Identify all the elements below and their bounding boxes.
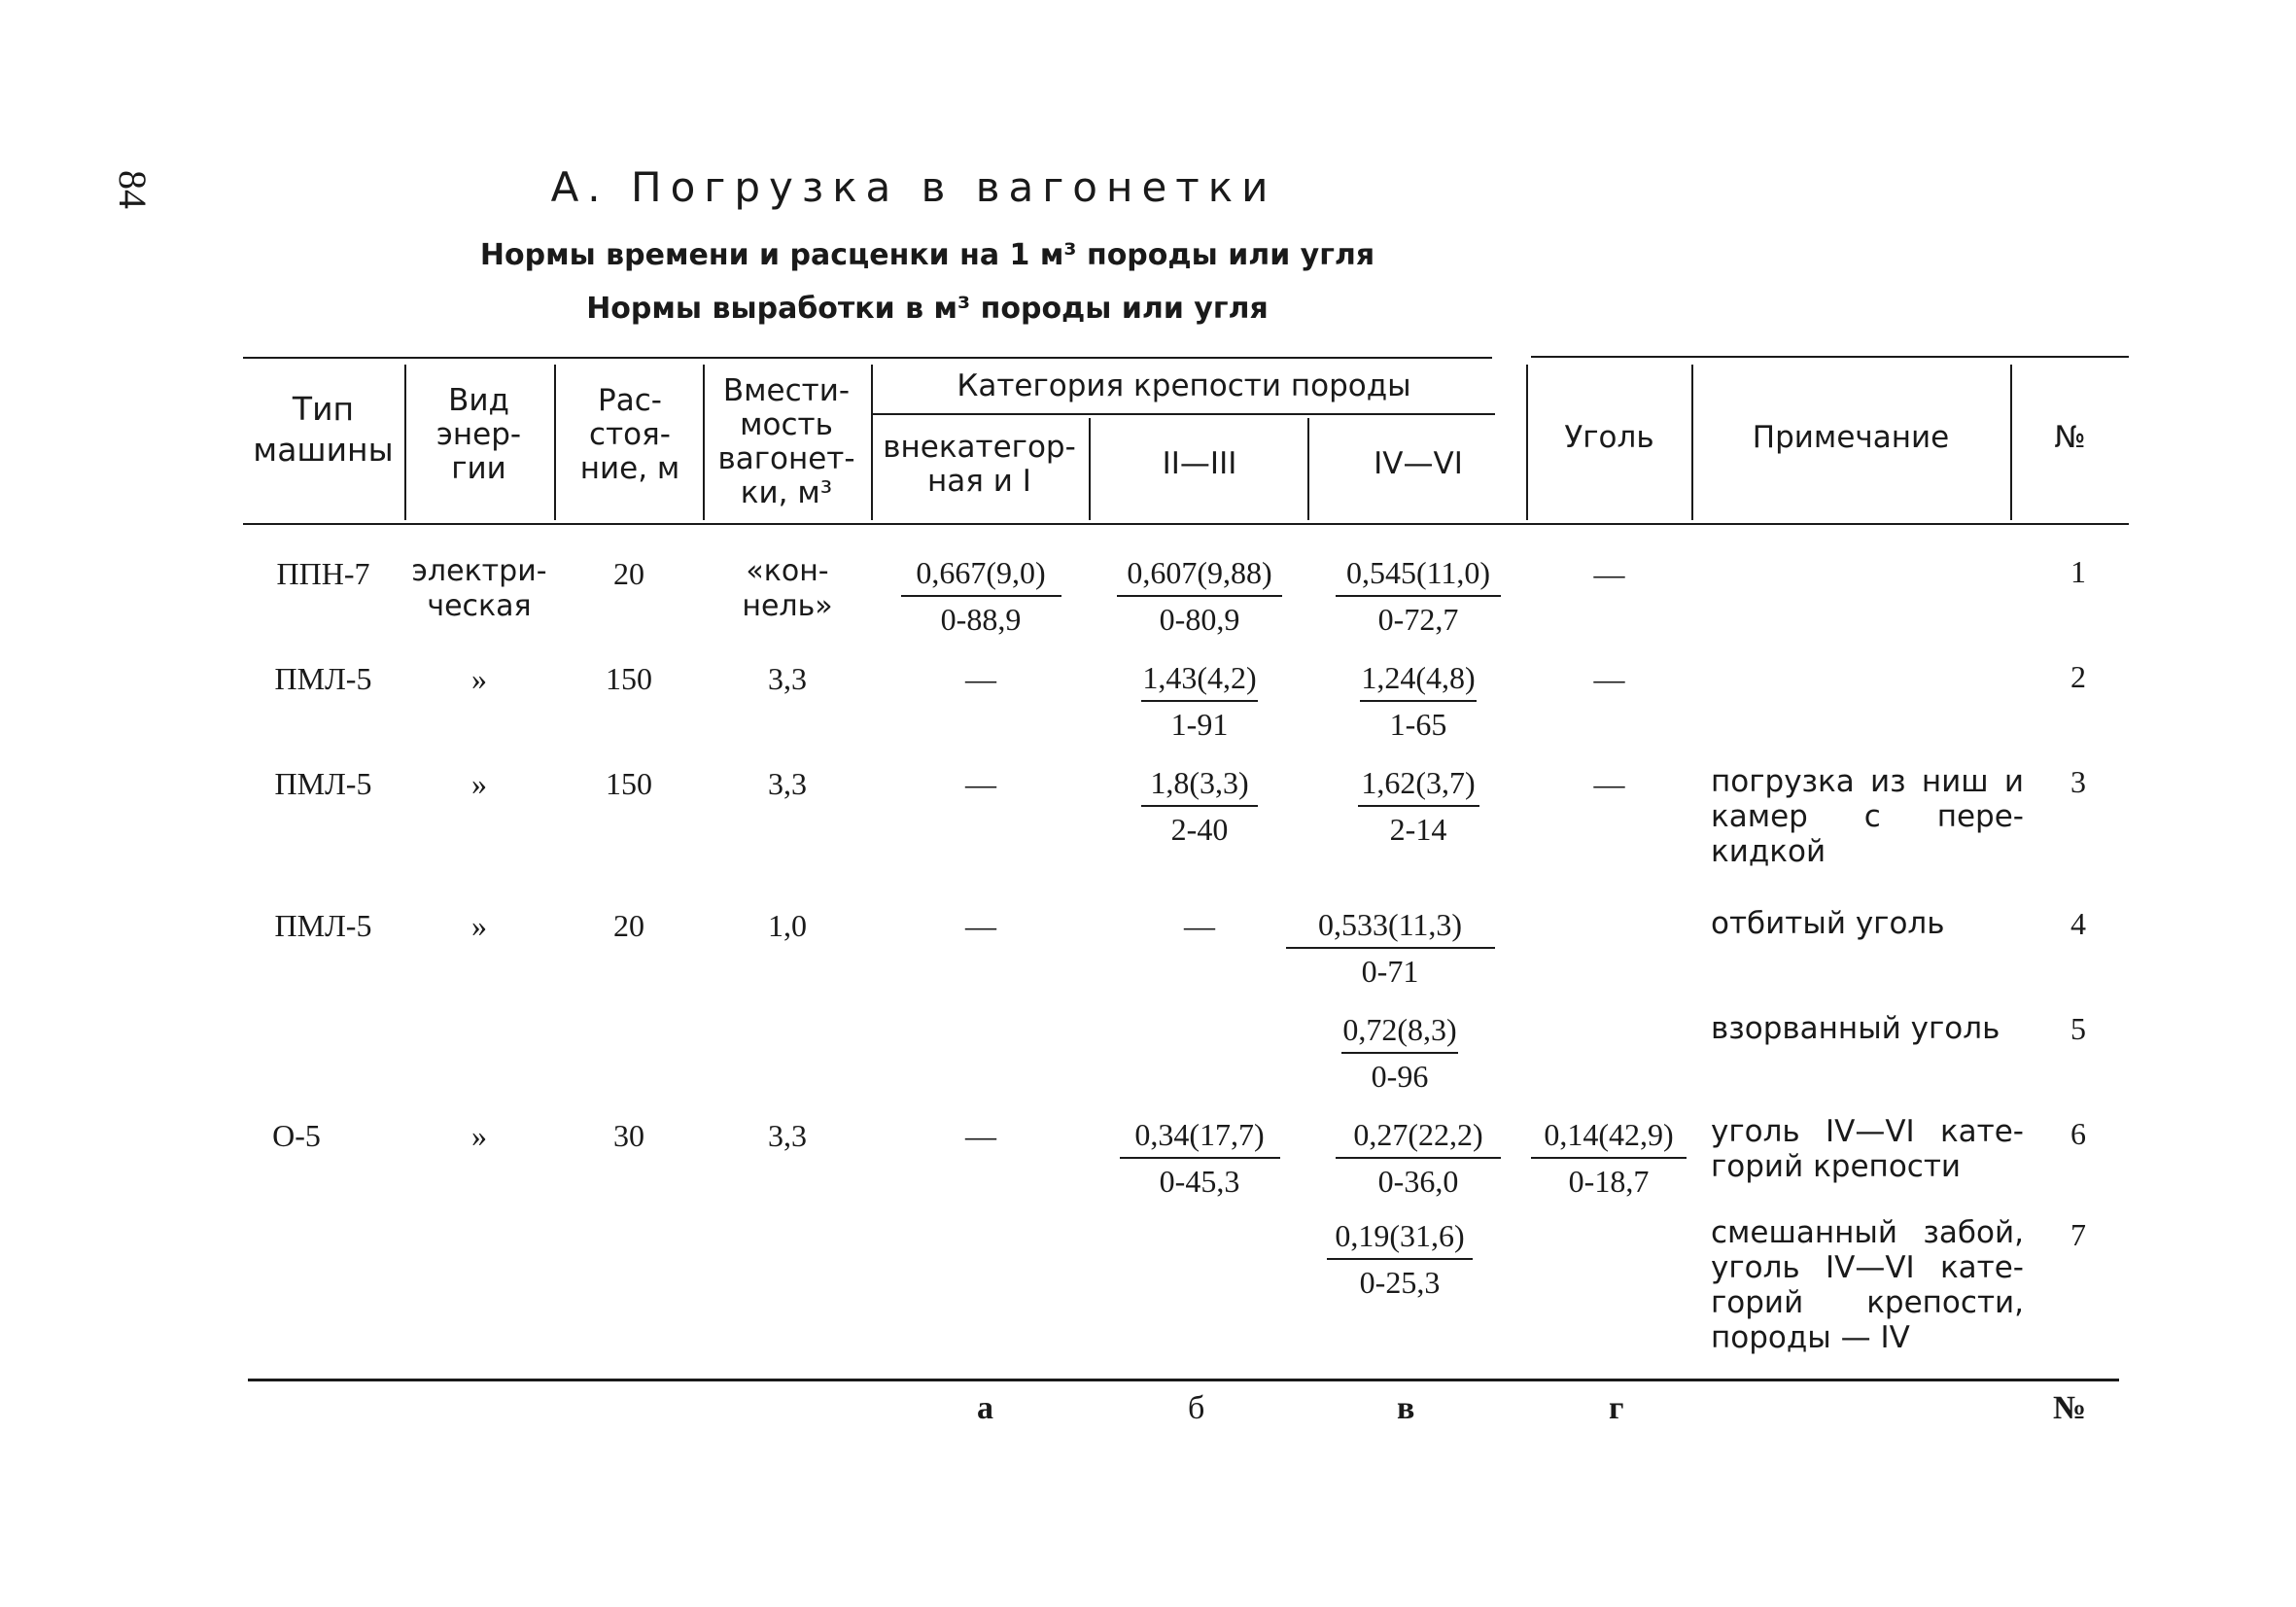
- fraction-bar: [1120, 1157, 1280, 1159]
- fraction-bar: [1117, 595, 1282, 597]
- cell-coal: —: [1593, 556, 1625, 591]
- fraction-denominator: 0-71: [1361, 954, 1419, 989]
- cell-note: погрузка из ниш и камер с пере-кидкой: [1711, 764, 2024, 869]
- fraction-denominator: 1-91: [1170, 707, 1229, 742]
- header-cat2: II—III: [1162, 446, 1237, 481]
- cell-type: О-5: [272, 1118, 321, 1153]
- cell-type: ПМЛ-5: [274, 908, 372, 943]
- cell-energy: »: [471, 1118, 487, 1153]
- col-sep: [1691, 365, 1693, 520]
- cell-number: 2: [2070, 659, 2086, 694]
- fraction-bar: [1336, 1157, 1501, 1159]
- category-rule: [873, 413, 1495, 415]
- fraction-numerator: 0,607(9,88): [1127, 555, 1272, 590]
- cell-distance: 150: [606, 766, 652, 801]
- cell-coal: —: [1593, 766, 1625, 801]
- cell-a: —: [965, 1118, 996, 1153]
- cell-note: отбитый уголь: [1711, 906, 1945, 941]
- table-top-rule-right: [1531, 356, 2129, 358]
- fraction-denominator: 1-65: [1389, 707, 1447, 742]
- cell-b: —: [1184, 908, 1215, 943]
- footer-col-c: в: [1397, 1390, 1415, 1426]
- col-sep: [404, 365, 406, 520]
- cell-note: уголь IV—VI кате-горий крепости: [1711, 1114, 2024, 1184]
- fraction-bar: [1286, 947, 1495, 949]
- fraction-denominator: 2-40: [1170, 812, 1229, 847]
- cell-energy: »: [471, 766, 487, 801]
- cell-number: 7: [2070, 1217, 2086, 1252]
- fraction-numerator: 0,27(22,2): [1353, 1117, 1483, 1152]
- footer-col-a: а: [977, 1390, 993, 1426]
- fraction-bar: [1336, 595, 1501, 597]
- cell-distance: 150: [606, 661, 652, 696]
- fraction-bar: [901, 595, 1061, 597]
- fraction-numerator: 0,19(31,6): [1335, 1218, 1465, 1253]
- cell-c-fraction: [1293, 1215, 1507, 1303]
- cell-number: 3: [2070, 764, 2086, 799]
- fraction-denominator: 0-45,3: [1159, 1164, 1240, 1199]
- cell-energy: »: [471, 908, 487, 943]
- cell-b-fraction: [1093, 657, 1306, 745]
- header-category-group: Категория крепости породы: [957, 368, 1411, 403]
- fraction-numerator: 0,72(8,3): [1342, 1012, 1457, 1047]
- cell-b-fraction: [1093, 762, 1306, 850]
- fraction-denominator: 0-18,7: [1568, 1164, 1650, 1199]
- cell-energy: электри-ческая: [411, 554, 547, 623]
- fraction-denominator: 0-25,3: [1359, 1265, 1441, 1300]
- fraction-denominator: 0-36,0: [1377, 1164, 1459, 1199]
- footer-col-b: б: [1188, 1390, 1205, 1426]
- fraction-bar: [1341, 1052, 1458, 1054]
- cell-c-fraction: [1311, 552, 1525, 640]
- fraction-bar: [1360, 700, 1477, 702]
- cell-a: —: [965, 766, 996, 801]
- cell-note: смешанный забой, уголь IV—VI кате-горий крепости, породы — IV: [1711, 1215, 2024, 1355]
- cell-number: 4: [2070, 906, 2086, 941]
- header-bottom-rule: [243, 523, 2129, 525]
- col-sep: [554, 365, 556, 520]
- cell-coal: —: [1593, 661, 1625, 696]
- fraction-denominator: 0-72,7: [1377, 602, 1459, 637]
- cell-capacity: 3,3: [768, 766, 807, 801]
- cell-a-fraction: [875, 552, 1087, 640]
- cell-c-fraction: [1283, 904, 1497, 992]
- cell-a: —: [965, 908, 996, 943]
- cell-c-fraction: [1311, 762, 1525, 850]
- cell-capacity: 1,0: [768, 908, 807, 943]
- subtitle-output-norms: Нормы выработки в м³ породы или угля: [586, 292, 1269, 326]
- header-note: Примечание: [1752, 420, 1950, 455]
- col-sep: [1526, 365, 1528, 520]
- cell-type: ПМЛ-5: [274, 661, 372, 696]
- cell-c-fraction: [1293, 1009, 1507, 1097]
- cell-a: —: [965, 661, 996, 696]
- cell-capacity: 3,3: [768, 661, 807, 696]
- cell-capacity: «кон-нель»: [742, 554, 833, 623]
- header-type: Тип машины: [253, 390, 394, 469]
- cell-type: ППН-7: [276, 556, 370, 591]
- cell-distance: 20: [613, 556, 644, 591]
- col-sep: [1089, 418, 1091, 520]
- fraction-numerator: 1,8(3,3): [1150, 765, 1249, 800]
- col-sep: [1307, 418, 1309, 520]
- section-heading: А. Погрузка в вагонетки: [550, 163, 1277, 211]
- cell-c-fraction: [1311, 657, 1525, 745]
- header-coal: Уголь: [1564, 420, 1654, 455]
- cell-note: взорванный уголь: [1711, 1011, 2000, 1046]
- cell-distance: 20: [613, 908, 644, 943]
- fraction-denominator: 0-88,9: [940, 602, 1022, 637]
- footer-col-d: г: [1609, 1390, 1624, 1426]
- cell-type: ПМЛ-5: [274, 766, 372, 801]
- table-bottom-rule: [248, 1379, 2119, 1381]
- subtitle-time-norms: Нормы времени и расценки на 1 м³ породы или угля: [479, 238, 1375, 272]
- fraction-numerator: 0,34(17,7): [1134, 1117, 1265, 1152]
- header-cat1: внекатегор-ная и I: [883, 430, 1076, 499]
- cell-capacity: 3,3: [768, 1118, 807, 1153]
- fraction-bar: [1141, 700, 1258, 702]
- fraction-bar: [1531, 1157, 1687, 1159]
- fraction-bar: [1141, 805, 1258, 807]
- cell-energy: »: [471, 661, 487, 696]
- cell-number: 6: [2070, 1116, 2086, 1151]
- fraction-numerator: 0,545(11,0): [1345, 555, 1491, 590]
- header-capacity: Вмести-мость вагонет-ки, м³: [717, 373, 855, 510]
- fraction-numerator: 1,43(4,2): [1142, 660, 1257, 695]
- cell-number: 1: [2070, 554, 2086, 589]
- header-num: №: [2054, 420, 2086, 455]
- cell-number: 5: [2070, 1011, 2086, 1046]
- cell-distance: 30: [613, 1118, 644, 1153]
- fraction-numerator: 0,667(9,0): [916, 555, 1046, 590]
- cell-d-fraction: [1516, 1114, 1701, 1202]
- fraction-numerator: 0,14(42,9): [1544, 1117, 1674, 1152]
- header-cat3: IV—VI: [1374, 446, 1463, 481]
- fraction-denominator: 0-96: [1371, 1059, 1429, 1094]
- fraction-bar: [1358, 805, 1479, 807]
- fraction-numerator: 1,24(4,8): [1361, 660, 1476, 695]
- fraction-numerator: 1,62(3,7): [1361, 765, 1476, 800]
- fraction-bar: [1327, 1258, 1473, 1260]
- fraction-denominator: 2-14: [1389, 812, 1447, 847]
- col-sep: [2010, 365, 2012, 520]
- cell-b-fraction: [1093, 552, 1306, 640]
- fraction-numerator: 0,533(11,3): [1317, 907, 1463, 942]
- cell-b-fraction: [1093, 1114, 1306, 1202]
- table-top-rule: [243, 357, 1492, 359]
- footer-col-num: №: [2053, 1390, 2087, 1426]
- cell-c-fraction: [1311, 1114, 1525, 1202]
- page-number: 84: [111, 170, 155, 209]
- fraction-denominator: 0-80,9: [1159, 602, 1240, 637]
- header-distance: Рас-стоя-ние, м: [579, 383, 680, 486]
- header-energy: Вид энер-гии: [435, 383, 522, 486]
